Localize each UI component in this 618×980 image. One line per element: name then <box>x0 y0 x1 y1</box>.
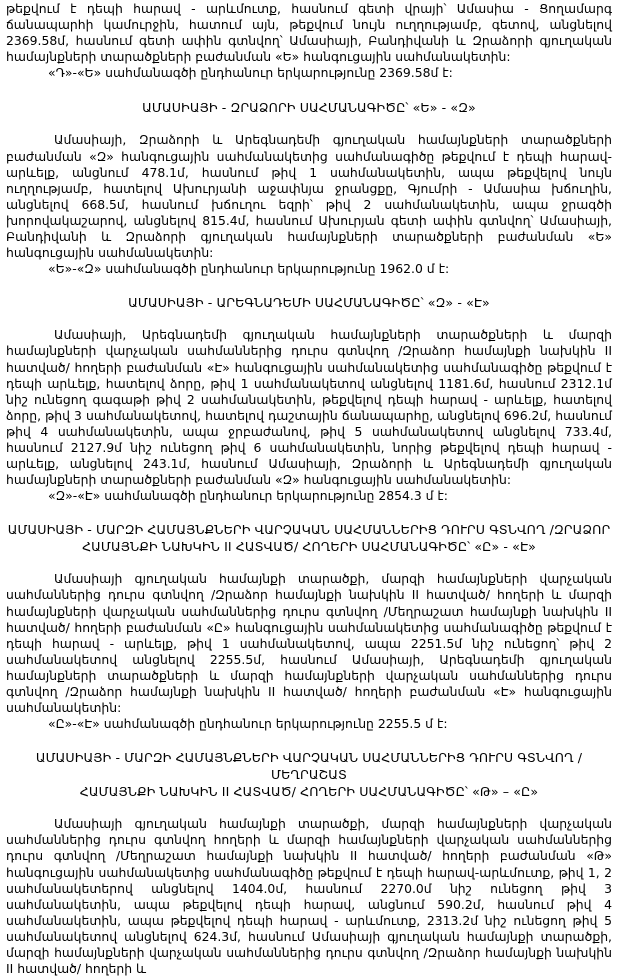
total-length-d-e: «Դ»-«Ե» սահմանագծի ընդհանուր երկարությունը 2369.58մ է: <box>48 65 453 81</box>
total-length-z-e: «Զ»-«Է» սահմանագծի ընդհանուր երկարությունը 2854.3 մ է: <box>48 488 448 504</box>
paragraph-d-e-continuation: թեքվում է դեպի հարավ - արևմուտք, հասնում գետի վրայի՝ Ամասիա - Ցողամարգ ճանապարհի կամուրջին, հատում այն, թեքվում նույն ուղղությամբ, գետով, անցնելով 2369.58մ, հասնում գետի ափին գտնվող՝ Ամասիայի, Բանդիվանի և Զրաձորի գյուղական համայնքների տարածքների բաժանման «Ե» հանգուցային սահմանակետին: <box>6 1 612 65</box>
heading-c-e-line2: ՀԱՄԱՅՆՔԻ ՆԱԽԿԻՆ II ՀԱՏՎԱԾ/ ՀՈՂԵՐԻ ՍԱՀՄԱՆԱԳԻԾԸ՝ «Ը» - «Է» <box>82 539 536 555</box>
heading-z-e: ԱՄԱՍԻԱՅԻ - ԱՐԵԳՆԱԴԵՄԻ ՍԱՀՄԱՆԱԳԻԾԸ՝ «Զ» - «Է» <box>128 295 490 311</box>
document-page <box>6 0 612 977</box>
total-length-e-z: «Ե»-«Զ» սահմանագծի ընդհանուր երկարությունը 1962.0 մ է: <box>48 261 450 277</box>
paragraph-z-e: Ամասիայի, Արեգնադեմի գյուղական համայնքների տարածքների և մարզի համայնքների վարչական սահմաններից դուրս գտնվող /Զրաձոր համայնքի նախկին II հատված/ հողերի բաժանման «Է» հանգուցային սահմանակետից սահմանագիծը թեքվում է դեպի արևելք, հատելով ձորը, թիվ 1 սահմանակետով անցնելով 1181.6մ, հասնում 2312.1մ նիշ ունեցող գագաթի թիվ 2 սահմանակետին, թեքվելով դեպի հարավ - արևելք, հատելով ձորը, թիվ 3 սահմանակետով, հատելով դաշտային ճանապարհը, անցնելով 696.2մ, հասնում թիվ 4 սահմանակետին, ապա ջրբաժանով, թիվ 5 սահմանակետով անցնելով 733.4մ, հասնում 2127.9մ նիշ ունեցող թիվ 6 սահմանակետին, նորից թեքվելով դեպի հարավ - արևելք, անցնելով 243.1մ, հասնում Ամասիայի, Զրաձորի և Արեգնադեմի գյուղական համայնքների տարածքների բաժանման «Զ» հանգուցային սահմանակետին: <box>6 327 612 488</box>
paragraph-e-z: Ամասիայի, Զրաձորի և Արեգնադեմի գյուղական համայնքների տարածքների բաժանման «Զ» հանգուցային սահմանակետից սահմանագիծը թեքվում է դեպի հարավ-արևելք, անցնում 478.1մ, հասնում թիվ 1 սահմանակետին, ապա թեքվելով նույն ուղղությամբ, հատելով Ախուրյանի աջափնյա ջրանցքը, Գյումրի - Ամասիա խճուղին, անցնելով 668.5մ, հասնում խճուղու եզրի՝ թիվ 2 սահմանակետին, ապա ջրագծի խորովակաշարով, անցնելով 815.4մ, հասնում Ախուրյան գետի ափին գտնվող՝ Ամասիայի, Բանդիվանի և Զրաձորի գյուղական համայնքների տարածքների բաժանման «Ե» հանգուցային սահմանակետին: <box>6 132 612 261</box>
heading-t-c-line2: ՀԱՄԱՅՆՔԻ ՆԱԽԿԻՆ II ՀԱՏՎԱԾ/ ՀՈՂԵՐԻ ՍԱՀՄԱՆԱԳԻԾԸ՝ «Թ» – «Ը» <box>79 784 539 800</box>
paragraph-c-e: Ամասիայի գյուղական համայնքի տարածքի, մարզի համայնքների վարչական սահմաններից դուրս գտնվող /Զրաձոր համայնքի նախկին II հատված/ հողերի և մարզի համայնքների վարչական սահմաններից դուրս գտնվող /Մեղրաշատ համայնքի նախկին II հատված/ հողերի բաժանման «Ը» հանգուցային սահմանակետից սահմանագիծը թեքվում է դեպի հարավ - արևելք, թիվ 1 սահմանակետով, ապա 2251.5մ նիշ ունեցող՝ թիվ 2 սահմանակետով անցնելով 2255.5մ, հասնում Ամասիայի, Արեգնադեմի գյուղական համայնքների տարածքների և մարզի համայնքների վարչական սահմաններից դուրս գտնվող /Զրաձոր համայնքի նախկին II հատված/ հողերի բաժանման «Է» հանգուցային սահմանակետին: <box>6 571 612 716</box>
paragraph-t-c: Ամասիայի գյուղական համայնքի տարածքի, մարզի համայնքների վարչական սահմաններից դուրս գտնվող հողերի և մարզի համայնքների վարչական սահմաններից դուրս գտնվող /Մեղրաշատ համայնքի նախկին II հատված/ հողերի բաժանման «Թ» հանգուցային սահմանակետից սահմանագիծը թեքվում է դեպի հարավ-արևմուտք, թիվ 1, 2 սահմանակետերով անցնելով 1404.0մ, հասնում 2270.0մ նիշ ունեցող թիվ 3 սահմանակետին, ապա թեքվելով դեպի հարավ, անցնում 590.2մ, հասնում թիվ 4 սահմանակետին, ապա թեքվելով դեպի հարավ - արևմուտք, 2313.2մ նիշ ունեցող թիվ 5 սահմանակետով անցնելով 624.3մ, հասնում Ամասիայի գյուղական համայնքի տարածքի, մարզի համայնքների վարչական սահմաններից դուրս գտնվող /Զրաձոր համայնքի նախկին II հատված/ հողերի և <box>6 816 612 977</box>
heading-t-c-line1: ԱՄԱՍԻԱՅԻ - ՄԱՐԶԻ ՀԱՄԱՅՆՔՆԵՐԻ ՎԱՐՉԱԿԱՆ ՍԱՀՄԱՆՆԵՐԻՑ ԴՈՒՐՍ ԳՏՆՎՈՂ /ՄԵՂՐԱՇԱՏ <box>35 750 583 783</box>
heading-c-e-line1: ԱՄԱՍԻԱՅԻ - ՄԱՐԶԻ ՀԱՄԱՅՆՔՆԵՐԻ ՎԱՐՉԱԿԱՆ ՍԱՀՄԱՆՆԵՐԻՑ ԴՈՒՐՍ ԳՏՆՎՈՂ /ԶՐԱՁՈՐ <box>7 522 611 538</box>
heading-e-z: ԱՄԱՍԻԱՅԻ - ԶՐԱՁՈՐԻ ՍԱՀՄԱՆԱԳԻԾԸ՝ «Ե» - «Զ» <box>142 100 476 116</box>
total-length-c-e: «Ը»-«Է» սահմանագծի ընդհանուր երկարությունը 2255.5 մ է: <box>48 716 448 732</box>
